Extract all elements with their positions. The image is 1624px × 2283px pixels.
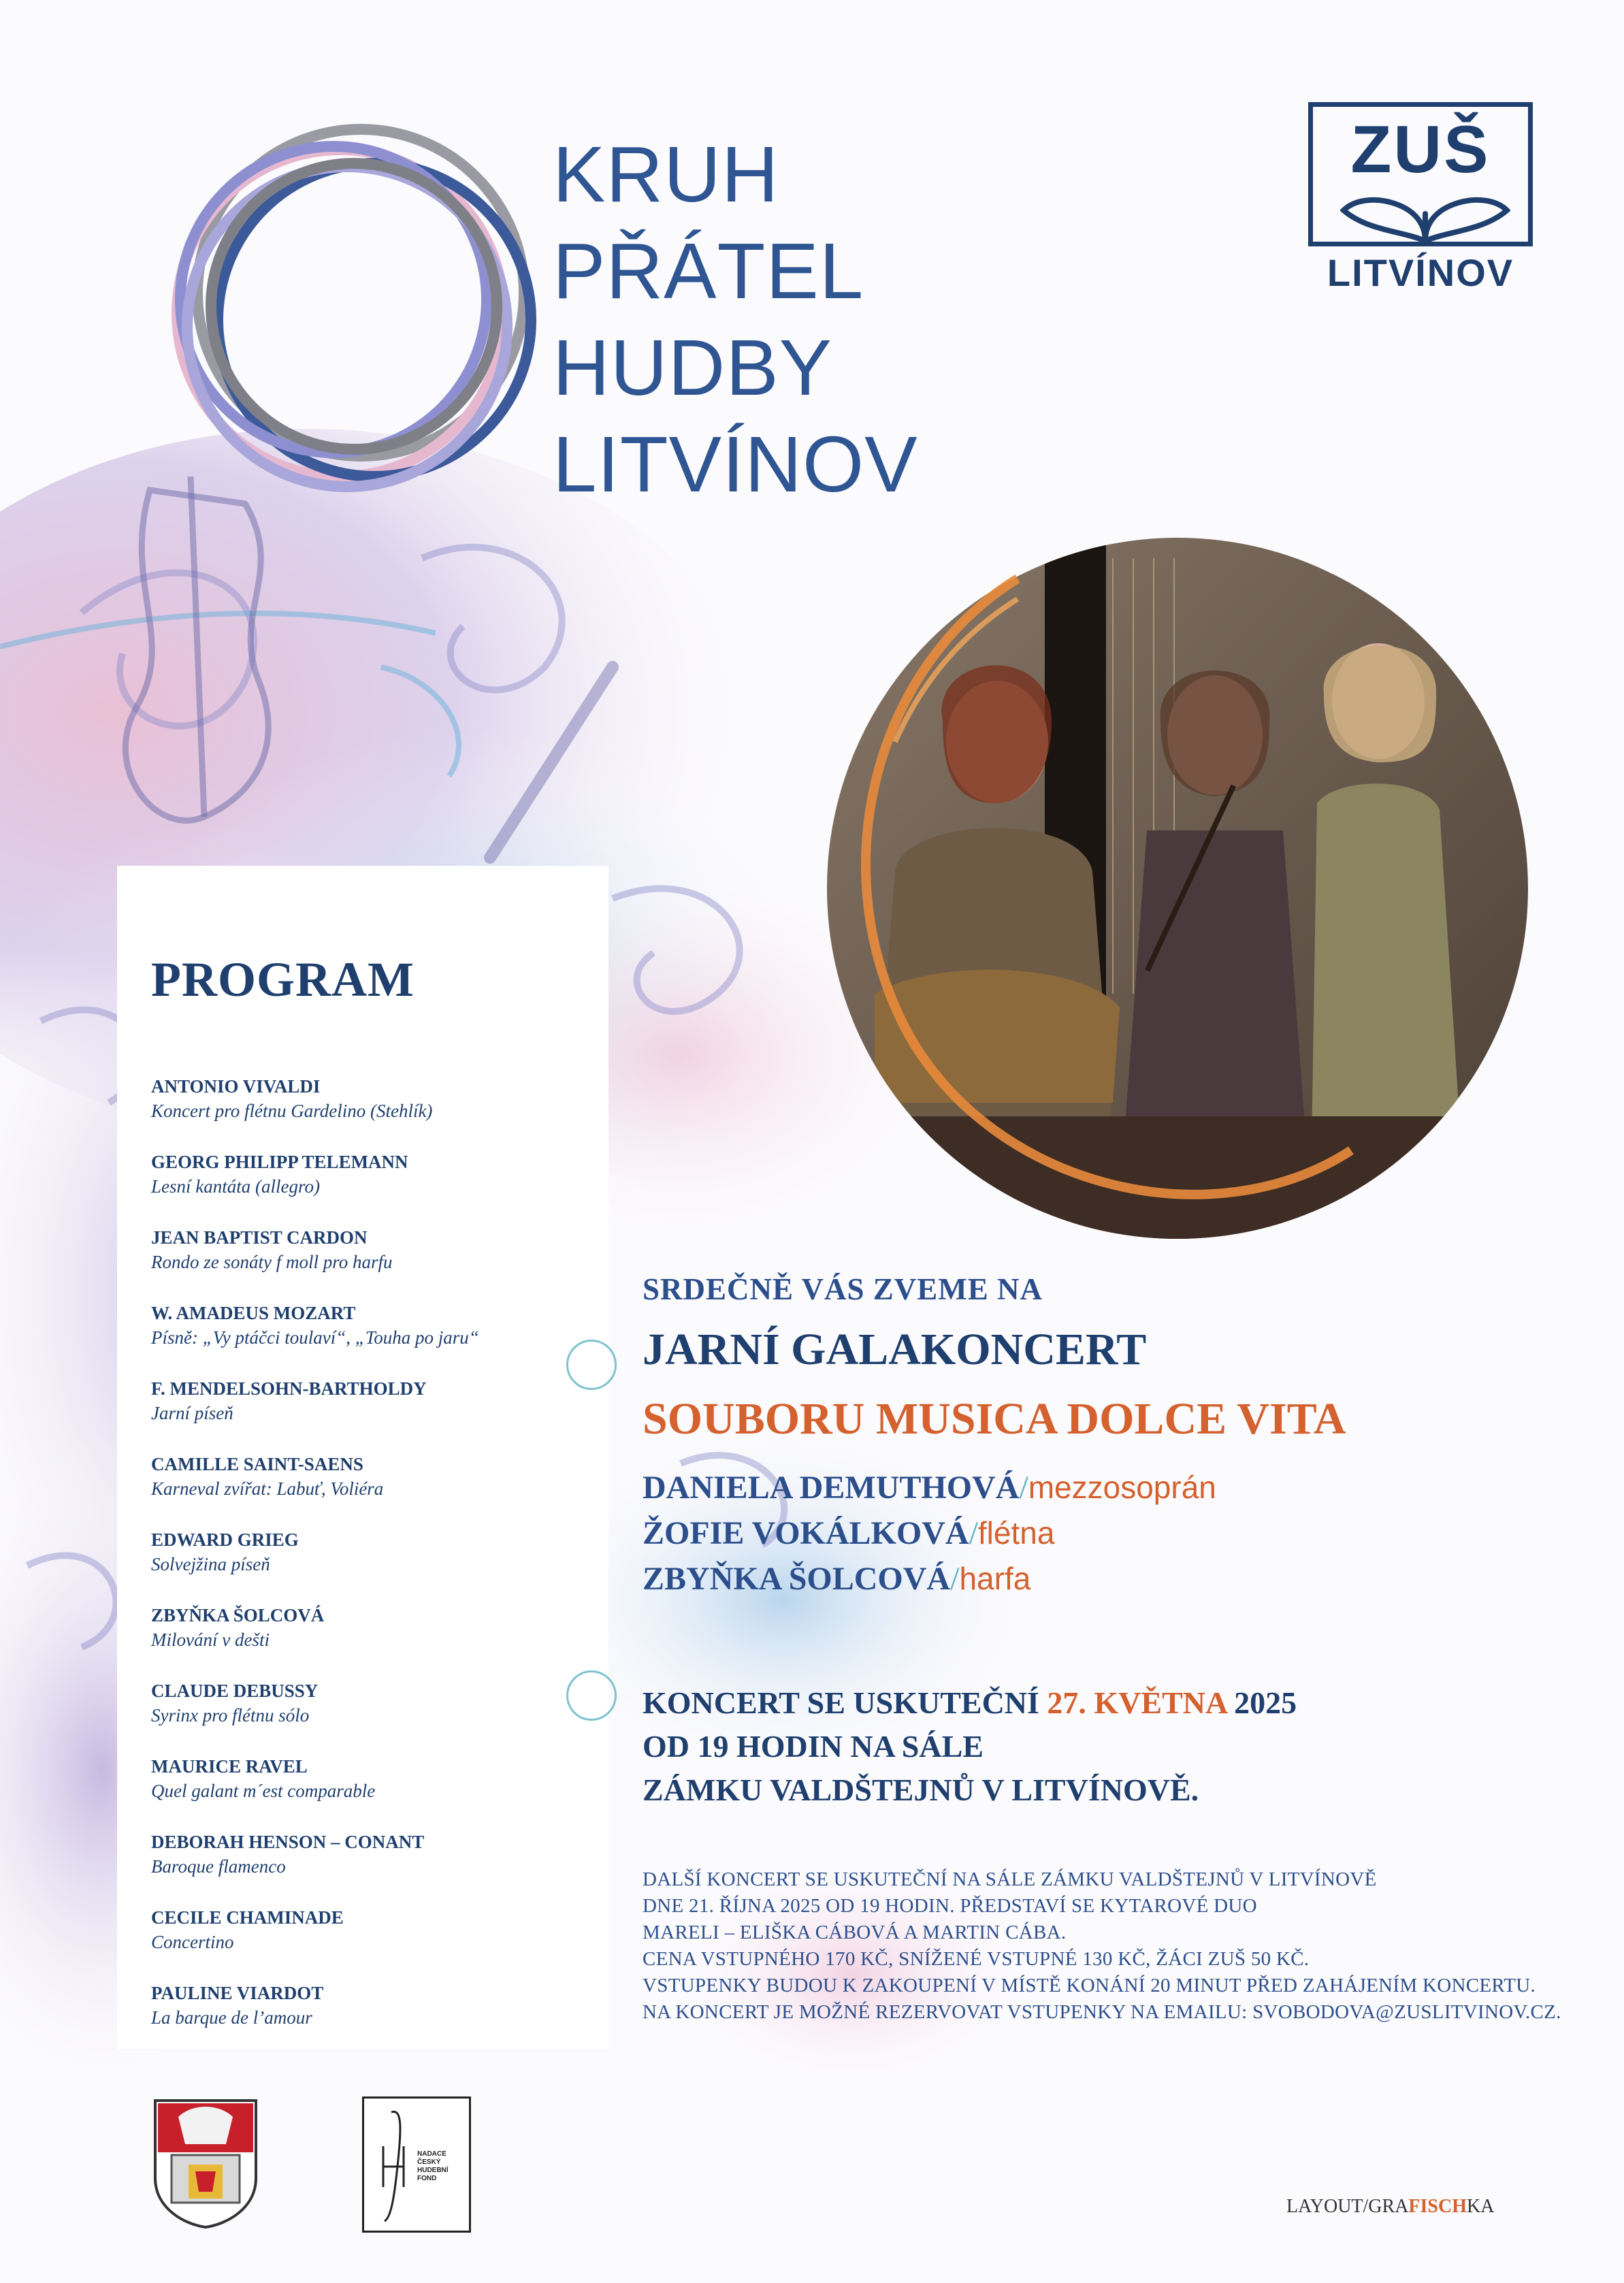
piece-title: Jarní píseň — [151, 1403, 233, 1423]
circle-bullet-icon — [566, 1670, 617, 1721]
composer-name: EDWARD GRIEG — [151, 1529, 299, 1550]
zus-logo-box — [1308, 102, 1533, 246]
program-item — [151, 1905, 587, 1981]
foundation-mark-icon — [364, 2099, 469, 2231]
composer-name: CAMILLE SAINT-SAENS — [151, 1454, 363, 1474]
composer-name: MAURICE RAVEL — [151, 1756, 308, 1777]
zus-logo — [1308, 102, 1533, 299]
zus-logo-city: LITVÍNOV — [1327, 251, 1514, 294]
program-title: PROGRAM — [151, 952, 415, 1007]
kph-title — [553, 126, 918, 513]
performer-name: ZBYŇKA ŠOLCOVÁ — [643, 1561, 951, 1597]
performer-instrument: flétna — [977, 1515, 1055, 1551]
litvinov-crest-icon — [151, 2096, 260, 2230]
piece-title: Rondo ze sonáty f moll pro harfu — [151, 1252, 393, 1272]
program-item — [151, 1754, 587, 1830]
piece-title: Concertino — [151, 1932, 234, 1952]
composer-name: CLAUDE DEBUSSY — [151, 1681, 319, 1701]
performer — [643, 1556, 1216, 1602]
layout-credit — [1286, 2196, 1494, 2218]
kph-title-line: KRUH — [553, 130, 779, 218]
foundation-logo — [362, 2096, 471, 2233]
program-item — [151, 1603, 587, 1679]
composer-name: ZBYŇKA ŠOLCOVÁ — [151, 1605, 325, 1625]
credit-suffix: KA — [1467, 2196, 1495, 2217]
composer-name: JEAN BAPTIST CARDON — [151, 1227, 368, 1248]
performer-separator: / — [1019, 1470, 1028, 1506]
concert-date: 27. KVĚTNA — [1047, 1685, 1227, 1720]
piece-title: Písně: „Vy ptáčci toulaví“, „Touha po jaru“ — [151, 1327, 479, 1348]
piece-title: Quel galant m´est comparable — [151, 1781, 376, 1801]
performer-name: ŽOFIE VOKÁLKOVÁ — [643, 1515, 969, 1551]
performer-name: DANIELA DEMUTHOVÁ — [643, 1470, 1020, 1506]
kph-title-line: HUDBY — [553, 323, 833, 412]
concert-line-date — [643, 1681, 1297, 1725]
kph-title-line: PŘÁTEL — [553, 227, 864, 315]
concert-line-time: OD 19 HODIN NA SÁLE — [643, 1729, 984, 1764]
composer-name: PAULINE VIARDOT — [151, 1983, 324, 2003]
invitation-ensemble: SOUBORU MUSICA DOLCE VITA — [643, 1394, 1346, 1444]
invitation-intro: SRDEČNĚ VÁS ZVEME NA — [643, 1272, 1043, 1306]
leaves-icon — [1340, 183, 1510, 244]
kph-title-line: LITVÍNOV — [553, 420, 918, 508]
piece-title: Karneval zvířat: Labuť, Voliéra — [151, 1478, 384, 1499]
credit-prefix: LAYOUT/GRA — [1286, 2196, 1409, 2217]
performer-separator: / — [950, 1561, 960, 1597]
next-concert-line: CENA VSTUPNÉHO 170 KČ, SNÍŽENÉ VSTUPNÉ 130 KČ, ŽÁCI ZUŠ 50 KČ. — [643, 1948, 1310, 1970]
foundation-text-line: HUDEBNÍ — [417, 2167, 449, 2174]
program-item — [151, 1150, 587, 1225]
piece-title: Baroque flamenco — [151, 1856, 286, 1877]
program-item — [151, 1376, 587, 1452]
program-item — [151, 1074, 587, 1150]
performer-instrument: harfa — [959, 1561, 1031, 1596]
piece-title: Syrinx pro flétnu sólo — [151, 1705, 310, 1726]
performer — [643, 1465, 1216, 1510]
program-item — [151, 1452, 587, 1527]
concert-line-venue: ZÁMKU VALDŠTEJNŮ V LITVÍNOVĚ. — [643, 1772, 1199, 1807]
next-concert-line: VSTUPENKY BUDOU K ZAKOUPENÍ V MÍSTĚ KONÁNÍ 20 MINUT PŘED ZAHÁJENÍM KONCERTU. — [643, 1975, 1536, 1996]
composer-name: F. MENDELSOHN-BARTHOLDY — [151, 1378, 427, 1399]
zus-logo-mark: ZUŠ — [1350, 112, 1491, 187]
program-item — [151, 1981, 587, 2056]
foundation-text — [417, 2150, 449, 2183]
performer-instrument: mezzosoprán — [1028, 1470, 1216, 1505]
concert-line1-prefix: KONCERT SE USKUTEČNÍ — [643, 1685, 1048, 1720]
foundation-text-line: FOND — [417, 2175, 437, 2182]
kph-rings-logo — [136, 95, 558, 517]
piece-title: Solvejžina píseň — [151, 1554, 270, 1574]
piece-title: La barque de l’amour — [151, 2007, 312, 2028]
performer-list — [643, 1465, 1216, 1602]
ensemble-photo — [793, 517, 1531, 1256]
composer-name: GEORG PHILIPP TELEMANN — [151, 1152, 408, 1172]
composer-name: ANTONIO VIVALDI — [151, 1076, 321, 1097]
foundation-text-line: ČESKÝ — [417, 2158, 441, 2166]
foundation-text-line: NADACE — [417, 2150, 446, 2158]
piece-title: Lesní kantáta (allegro) — [151, 1176, 320, 1197]
concert-line1-suffix: 2025 — [1226, 1685, 1297, 1720]
circle-bullet-icon — [566, 1340, 617, 1390]
next-concert-line: DALŠÍ KONCERT SE USKUTEČNÍ NA SÁLE ZÁMKU VALDŠTEJNŮ V LITVÍNOVĚ — [643, 1868, 1377, 1890]
program-item — [151, 1225, 587, 1301]
next-concert-line: MARELI – ELIŠKA CÁBOVÁ A MARTIN CÁBA. — [643, 1922, 1067, 1943]
next-concert-info — [643, 1866, 1561, 2026]
composer-name: DEBORAH HENSON – CONANT — [151, 1832, 425, 1852]
performer-separator: / — [969, 1515, 978, 1551]
program-item — [151, 1830, 587, 1905]
credit-bold: FISCH — [1408, 2196, 1467, 2217]
next-concert-line: NA KONCERT JE MOŽNÉ REZERVOVAT VSTUPENKY NA EMAILU: SVOBODOVA@ZUSLITVINOV.CZ. — [643, 2001, 1561, 2023]
piece-title: Milování v dešti — [151, 1630, 270, 1650]
composer-name: CECILE CHAMINADE — [151, 1907, 344, 1928]
program-item — [151, 1679, 587, 1754]
invitation-title: JARNÍ GALAKONCERT — [643, 1325, 1147, 1374]
composer-name: W. AMADEUS MOZART — [151, 1303, 356, 1323]
program-item — [151, 1301, 587, 1376]
program-list — [151, 1074, 587, 2056]
program-item — [151, 1527, 587, 1603]
next-concert-line: DNE 21. ŘÍJNA 2025 OD 19 HODIN. PŘEDSTAVÍ SE KYTAROVÉ DUO — [643, 1895, 1257, 1917]
concert-info — [643, 1681, 1297, 1812]
piece-title: Koncert pro flétnu Gardelino (Stehlík) — [151, 1101, 433, 1121]
performer — [643, 1510, 1216, 1556]
